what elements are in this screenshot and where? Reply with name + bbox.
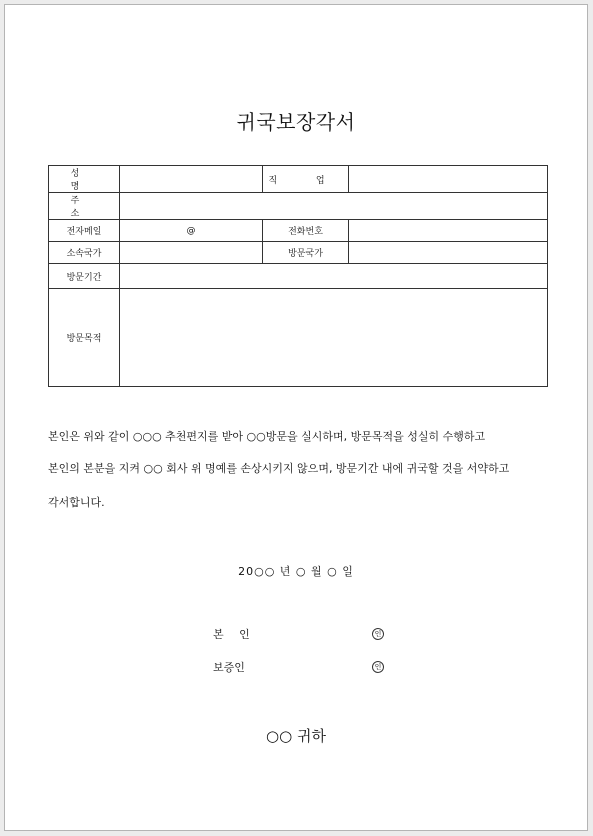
address-field[interactable]: [120, 193, 548, 220]
phone-field[interactable]: [349, 220, 548, 242]
visit-country-field[interactable]: [349, 242, 548, 264]
purpose-field[interactable]: [120, 289, 548, 387]
table-row: [49, 220, 548, 242]
info-table: [48, 165, 548, 387]
job-label: 직 업: [263, 166, 349, 193]
period-label: 방문기간: [49, 264, 120, 289]
table-row: [49, 166, 548, 193]
address-label: 주 소: [49, 193, 120, 220]
paragraph-line-3: 각서합니다.: [48, 496, 105, 509]
seal-icon: 인: [372, 661, 384, 673]
table-row: [49, 289, 548, 387]
addressee: ○○ 귀하: [266, 727, 326, 745]
email-field[interactable]: @: [120, 220, 263, 242]
name-field[interactable]: [120, 166, 263, 193]
email-label: 전자메일: [49, 220, 120, 242]
document-page: [4, 4, 588, 831]
purpose-label: 방문목적: [49, 289, 120, 387]
job-field[interactable]: [349, 166, 548, 193]
table-row: [49, 264, 548, 289]
date-line: 20○○ 년 ○ 월 ○ 일: [238, 565, 354, 578]
document-title: 귀국보장각서: [236, 110, 356, 134]
period-field[interactable]: [120, 264, 548, 289]
seal-icon: 인: [372, 628, 384, 640]
name-label: 성 명: [49, 166, 120, 193]
country-field[interactable]: [120, 242, 263, 264]
table-row: [49, 193, 548, 220]
paragraph-line-1: 본인은 위와 같이 ○○○ 추천편지를 받아 ○○방문을 실시하며, 방문목적을 성실히 수행하고: [48, 430, 486, 443]
self-label: 본 인: [213, 628, 256, 641]
phone-label: 전화번호: [263, 220, 349, 242]
table-row: [49, 242, 548, 264]
paragraph-line-2: 본인의 본분을 지켜 ○○ 회사 위 명예를 손상시키지 않으며, 방문기간 내에 귀국할 것을 서약하고: [48, 462, 510, 475]
guarantor-label: 보증인: [213, 661, 245, 674]
visit-country-label: 방문국가: [263, 242, 349, 264]
country-label: 소속국가: [49, 242, 120, 264]
